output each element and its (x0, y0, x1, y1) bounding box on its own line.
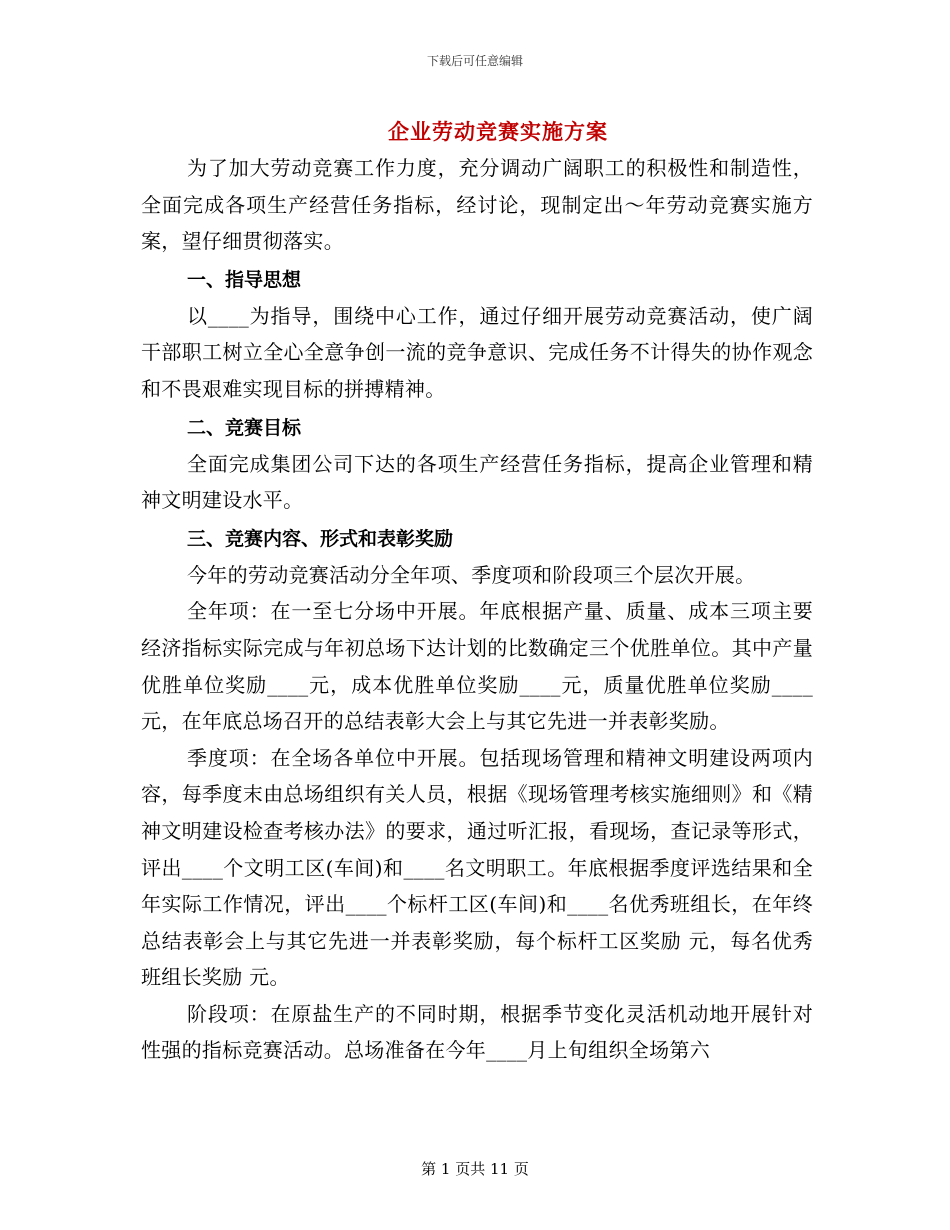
page-footer: 第 1 页共 11 页 (421, 1160, 529, 1178)
levels-paragraph: 今年的劳动竞赛活动分全年项、季度项和阶段项三个层次开展。 (187, 562, 756, 587)
page-header: 下载后可任意编辑 (426, 54, 523, 68)
guiding-thought-paragraph: 以____为指导，围绕中心工作，通过仔细开展劳动竞赛活动，使广阔干部职工树立全心全意争创一流的竞争意识、完成任务不计得失的协作观念和不畏艰难实现目标的拼搏精神。 (141, 303, 813, 401)
stage-item-paragraph: 阶段项：在原盐生产的不同时期，根据季节变化灵活机动地开展针对性强的指标竞赛活动。总场准备在今年____月上旬组织全场第六 (141, 1001, 813, 1063)
intro-paragraph: 为了加大劳动竞赛工作力度，充分调动广阔职工的积极性和制造性，全面完成各项生产经营任务指标，经讨论，现制定出～年劳动竞赛实施方案，望仔细贯彻落实。 (141, 156, 813, 254)
section-heading-guiding-thought: 一、指导思想 (187, 268, 302, 291)
document-title: 企业劳动竞赛实施方案 (388, 119, 608, 144)
quarterly-item-paragraph: 季度项：在全场各单位中开展。包括现场管理和精神文明建设两项内容，每季度末由总场组织有关人员，根据《现场管理考核实施细则》和《精神文明建设检查考核办法》的要求，通过听汇报，看现场，查记录等形式，评出____个文明工区(车间)和____名文明职工。年底根据季度评选结果和全年实际工作情况，评出____个标杆工区(车间)和____名优秀班组长，在年终总结表彰会上与其它先进一并表彰奖励，每个标杆工区奖励 元，每名优秀班组长奖励 元。 (141, 745, 813, 990)
section-heading-goals: 二、竞赛目标 (187, 416, 302, 439)
goals-paragraph: 全面完成集团公司下达的各项生产经营任务指标，提高企业管理和精神文明建设水平。 (141, 451, 813, 513)
annual-item-paragraph: 全年项：在一至七分场中开展。年底根据产量、质量、成本三项主要经济指标实际完成与年初总场下达计划的比数确定三个优胜单位。其中产量优胜单位奖励____元，成本优胜单位奖励____元，质量优胜单位奖励____元，在年底总场召开的总结表彰大会上与其它先进一并表彰奖励。 (141, 599, 813, 734)
document-body (141, 150, 813, 1069)
section-heading-content: 三、竞赛内容、形式和表彰奖励 (187, 527, 454, 550)
